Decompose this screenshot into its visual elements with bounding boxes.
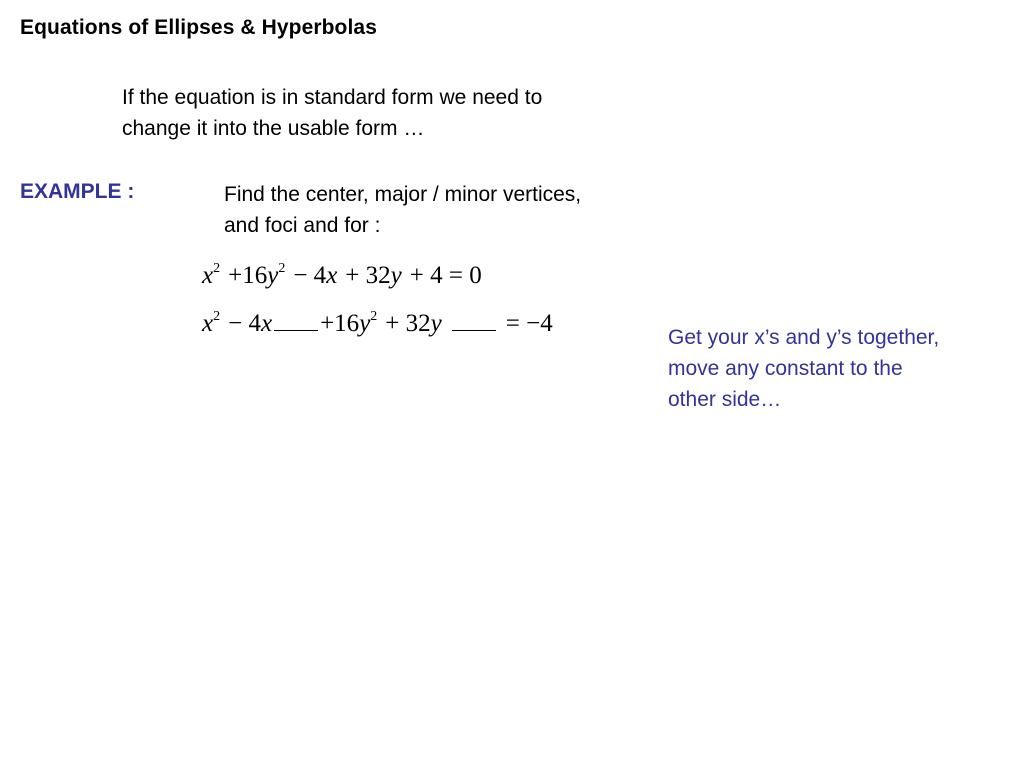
eq-exponent: 2 — [213, 261, 221, 276]
hint-text — [668, 322, 1018, 415]
blank-line — [452, 329, 496, 331]
eq-term: − 4 — [293, 262, 327, 289]
equation-general-form — [202, 262, 482, 290]
eq-exponent: 2 — [278, 261, 286, 276]
example-instruction — [224, 179, 684, 241]
eq-term: + 32 — [385, 310, 431, 337]
intro-line: change it into the usable form … — [122, 117, 425, 140]
blank-line — [274, 329, 318, 331]
eq-term: − 4 — [228, 310, 261, 337]
example-line: and foci and for : — [224, 214, 381, 237]
hint-line: Get your x’s and y’s together, — [668, 326, 940, 349]
eq-term: y — [359, 310, 371, 337]
hint-line: other side… — [668, 388, 782, 411]
eq-exponent: 2 — [370, 309, 378, 324]
eq-term: = −4 — [505, 310, 553, 337]
slide-title: Equations of Ellipses & Hyperbolas — [20, 16, 377, 39]
intro-line: If the equation is in standard form we need to — [122, 86, 543, 109]
hint-line: move any constant to the — [668, 357, 903, 380]
eq-term: +16 — [228, 262, 268, 289]
eq-term: + 4 = 0 — [409, 262, 482, 289]
eq-term: y — [430, 310, 442, 337]
eq-term: x — [260, 310, 273, 337]
eq-term: +16 — [320, 310, 360, 337]
eq-term: + 32 — [345, 262, 391, 289]
eq-term: x — [202, 262, 214, 289]
eq-exponent: 2 — [213, 309, 221, 324]
example-label: EXAMPLE : — [20, 180, 135, 203]
intro-text — [122, 82, 662, 144]
eq-term: y — [267, 262, 279, 289]
example-line: Find the center, major / minor vertices, — [224, 183, 582, 206]
eq-term: x — [202, 310, 214, 337]
equation-grouped-form — [202, 310, 553, 338]
eq-term: y — [390, 262, 402, 289]
eq-term: x — [326, 262, 338, 289]
